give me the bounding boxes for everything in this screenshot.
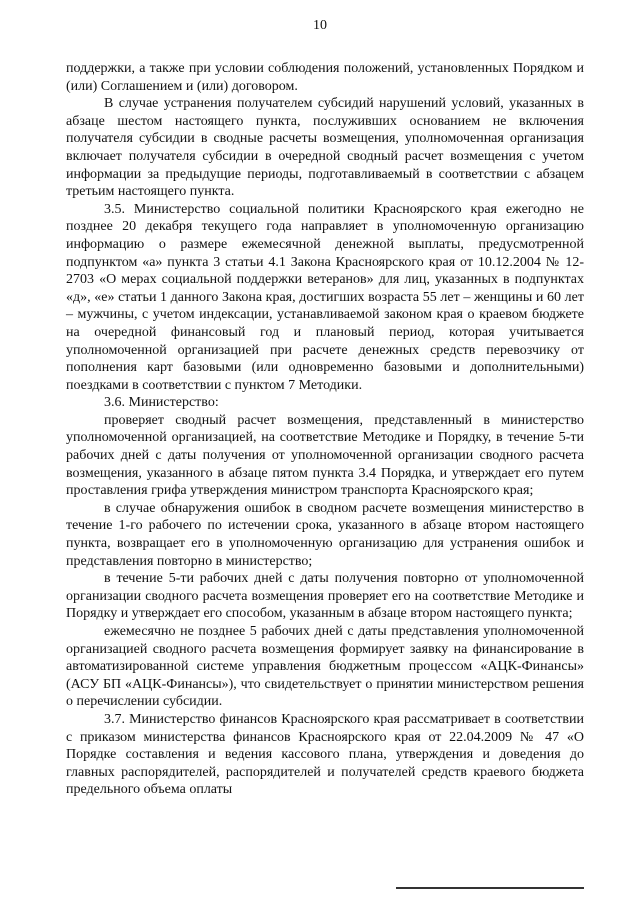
page-number: 10 xyxy=(313,18,327,33)
paragraph-3-6-heading: 3.6. Министерство: xyxy=(104,395,219,411)
paragraph-3-7: 3.7. Министерство финансов Красноярского края рассматривает в соответствии с приказом министерства финансов Красноярского края от 22.04.2009 № 47 «О Порядке составления и ведения кассового плана, утверждения и доведения до главных распорядителей, распорядителей и получателей средств краевого бюджета предельного объема оплаты xyxy=(66,711,584,798)
paragraph-3-6-errors: в случае обнаружения ошибок в сводном расчете возмещения министерство в течение 1-го рабочего по истечении срока, указанного в абзаце втором настоящего пункта, возвращает его в уполномоченную организацию для устранения ошибок и представления повторно в министерство; xyxy=(66,500,584,569)
footer-divider xyxy=(396,887,584,889)
paragraph-3-6-monthly: ежемесячно не позднее 5 рабочих дней с даты представления уполномоченной организацией сводного расчета возмещения формирует заявку на финансирование в автоматизированной системе управления бюджетным процессом «АЦК-Финансы» (АСУ БП «АЦК-Финансы»), что свидетельствует о принятии министерством решения о перечислении субсидии. xyxy=(66,624,584,710)
document-body xyxy=(66,60,584,799)
paragraph-continuation: поддержки, а также при условии соблюдения положений, установленных Порядком и (или) Соглашением и (или) договором. xyxy=(66,61,584,94)
paragraph-violation-correction: В случае устранения получателем субсидий нарушений условий, указанных в абзаце шестом настоящего пункта, послуживших основанием не включения получателя субсидии в сводные расчеты возмещения, уполномоченная организация включает получателя субсидии в очередной сводный расчет возмещения с учетом информации за предыдущие периоды, подготавливаемый в соответствии с абзацем третьим настоящего пункта. xyxy=(66,96,584,200)
paragraph-3-6-recheck: в течение 5-ти рабочих дней с даты получения повторно от уполномоченной организации сводного расчета возмещения проверяет его на соответствие Методике и Порядку и утверждает его способом, указанным в абзаце втором настоящего пункта; xyxy=(66,571,584,622)
paragraph-3-6-verify: проверяет сводный расчет возмещения, представленный в министерство уполномоченной организацией, на соответствие Методике и Порядку, в течение 5-ти рабочих дней с даты получения от уполномоченной организации сводного расчета возмещения, указанного в абзаце пятом пункта 3.4 Порядка, и утверждает его путем проставления грифа утверждения министром транспорта Красноярского края; xyxy=(66,412,584,499)
paragraph-3-5: 3.5. Министерство социальной политики Красноярского края ежегодно не позднее 20 декабря текущего года направляет в уполномоченную организацию информацию о размере ежемесячной денежной выплаты, предусмотренной подпунктом «а» пункта 3 статьи 4.1 Закона Красноярского края от 10.12.2004 № 12-2703 «О мерах социальной поддержки ветеранов» для лиц, указанных в подпунктах «д», «е» статьи 1 данного Закона края, достигших возраста 55 лет – женщины и 60 лет – мужчины, с учетом индексации, устанавливаемой законом края о краевом бюджете на очередной финансовый год и плановый период, которая учитывается уполномоченной организацией при расчете денежных средств перевозчику от пополнения карт базовыми (или одновременно базовыми и дополнительными) поездками в соответствии с пунктом 7 Методики. xyxy=(66,201,584,393)
